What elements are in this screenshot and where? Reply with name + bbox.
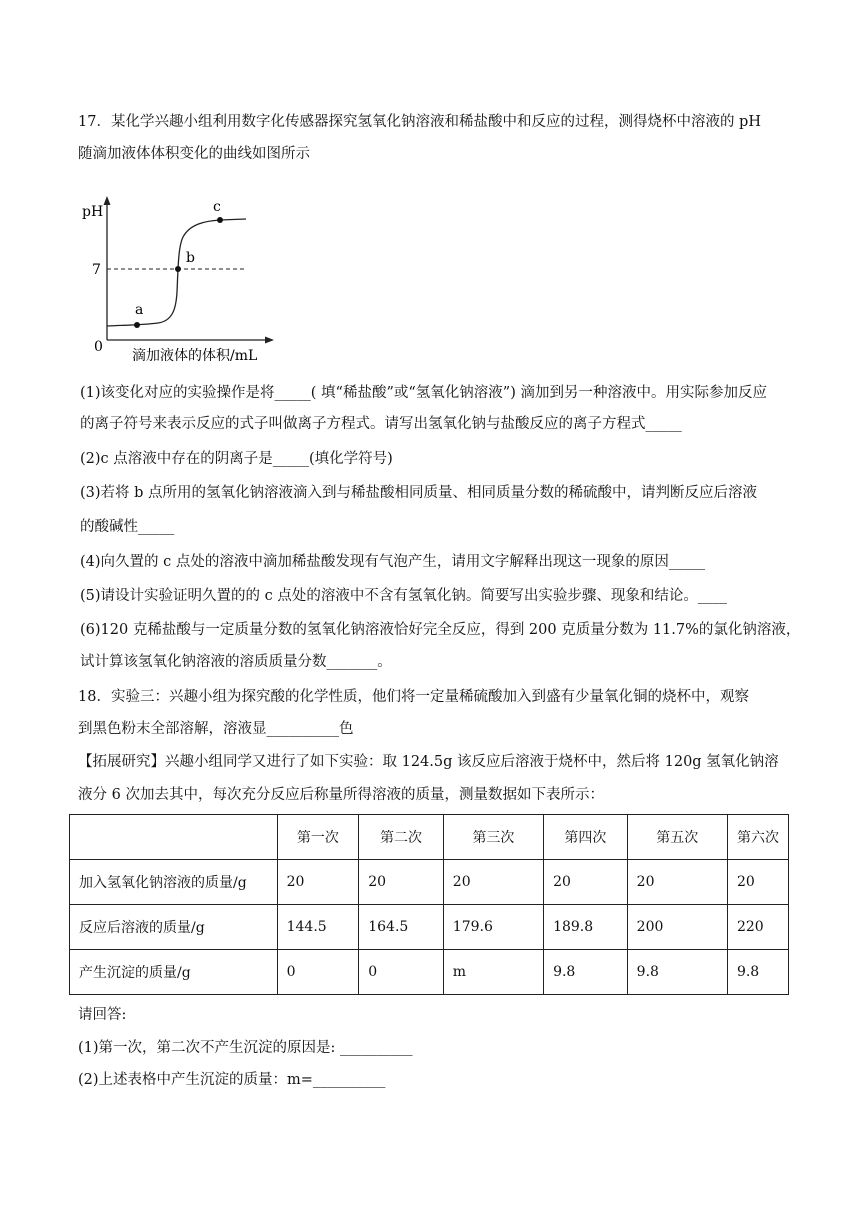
table-cell: 0 [359, 950, 444, 995]
table-cell: 189.8 [544, 905, 628, 950]
table-header-row [70, 815, 789, 860]
table-row [70, 905, 789, 950]
table-header-cell [70, 815, 278, 860]
q17-part3-line1: (3)若将 b 点所用的氢氧化钠溶液滴入到与稀盐酸相同质量、相同质量分数的稀硫酸中，请判断反应后溶液 [80, 485, 758, 501]
origin-label: 0 [94, 339, 103, 355]
q17-part2: (2)c 点溶液中存在的阴离子是_____(填化学符号) [80, 451, 393, 467]
y-axis-arrow [104, 196, 111, 205]
q17-part6-line2: 试计算该氢氧化钠溶液的溶质质量分数_______。 [80, 654, 392, 670]
q18-stem-line1: 18．实验三：兴趣小组为探究酸的化学性质，他们将一定量稀硫酸加入到盛有少量氧化铜的烧杯中，观察 [78, 689, 749, 705]
point-b-label: b [186, 250, 195, 266]
x-axis-arrow [265, 337, 274, 344]
table-cell: 20 [544, 860, 628, 905]
point-b [175, 266, 181, 272]
table-header-cell: 第一次 [277, 815, 359, 860]
point-a [134, 322, 140, 328]
table-cell: 144.5 [277, 905, 359, 950]
table-row-label: 加入氢氧化钠溶液的质量/g [70, 860, 278, 905]
table-header-cell: 第二次 [359, 815, 444, 860]
table-row-label: 反应后溶液的质量/g [70, 905, 278, 950]
q17-part5: (5)请设计实验证明久置的的 c 点处的溶液中不含有氢氧化钠。简要写出实验步骤、现象和结论。____ [80, 588, 727, 604]
q18-answer-2: (2)上述表格中产生沉淀的质量：m=__________ [78, 1072, 386, 1088]
ph-curve-svg [80, 192, 280, 364]
table-cell: 20 [627, 860, 727, 905]
table-cell: 179.6 [443, 905, 543, 950]
table-header-cell: 第六次 [727, 815, 788, 860]
table-cell: 20 [277, 860, 359, 905]
q17-part1-line2: 的离子符号来表示反应的式子叫做离子方程式。请写出氢氧化钠与盐酸反应的离子方程式_____ [80, 416, 682, 432]
q18-extension-line2: 液分 6 次加去其中，每次充分反应后称量所得溶液的质量，测量数据如下表所示： [78, 787, 604, 803]
table-header-cell: 第四次 [544, 815, 628, 860]
answer-prompt: 请回答: [78, 1007, 127, 1023]
table-row-label: 产生沉淀的质量/g [70, 950, 278, 995]
ph-curve [107, 219, 246, 326]
table-cell: 20 [359, 860, 444, 905]
point-c-label: c [213, 199, 221, 215]
y-axis-label: pH [82, 204, 104, 220]
data-table [69, 814, 789, 995]
ph-curve-chart [80, 192, 280, 364]
q18-extension-line1: 【拓展研究】兴趣小组同学又进行了如下实验：取 124.5g 该反应后溶液于烧杯中，然后将 120g 氢氧化钠溶 [78, 754, 779, 770]
y-tick-7: 7 [92, 262, 101, 278]
point-a-label: a [135, 302, 144, 318]
table-row [70, 860, 789, 905]
q17-part4: (4)向久置的 c 点处的溶液中滴加稀盐酸发现有气泡产生，请用文字解释出现这一现象的原因_____ [80, 554, 706, 570]
table-cell: 9.8 [627, 950, 727, 995]
q17-part6-line1: (6)120 克稀盐酸与一定质量分数的氢氧化钠溶液恰好完全反应，得到 200 克质量分数为 11.7%的氯化钠溶液， [80, 622, 801, 638]
table-cell: 9.8 [727, 950, 788, 995]
table-cell: 220 [727, 905, 788, 950]
x-axis-label: 滴加液体的体积/mL [132, 348, 258, 364]
q17-stem-line1: 17．某化学兴趣小组利用数字化传感器探究氢氧化钠溶液和稀盐酸中和反应的过程，测得烧杯中溶液的 pH [78, 114, 761, 130]
table-cell: 20 [443, 860, 543, 905]
table-cell: 20 [727, 860, 788, 905]
table-header-cell: 第五次 [627, 815, 727, 860]
q17-stem-line2: 随滴加液体体积变化的曲线如图所示 [78, 146, 310, 162]
q18-stem-line2: 到黑色粉末全部溶解，溶液显__________色 [78, 721, 354, 737]
table-header-cell: 第三次 [443, 815, 543, 860]
table-cell: 9.8 [544, 950, 628, 995]
q17-part3-line2: 的酸碱性_____ [80, 519, 175, 535]
q18-answer-1: (1)第一次，第二次不产生沉淀的原因是: __________ [78, 1040, 413, 1056]
table-cell: 164.5 [359, 905, 444, 950]
table-row [70, 950, 789, 995]
point-c [217, 217, 223, 223]
table-cell: 200 [627, 905, 727, 950]
table-cell: 0 [277, 950, 359, 995]
q17-part1-line1: (1)该变化对应的实验操作是将_____( 填“稀盐酸”或“氢氧化钠溶液”) 滴加到另一种溶液中。用实际参加反应 [80, 385, 767, 401]
table-cell: m [443, 950, 543, 995]
